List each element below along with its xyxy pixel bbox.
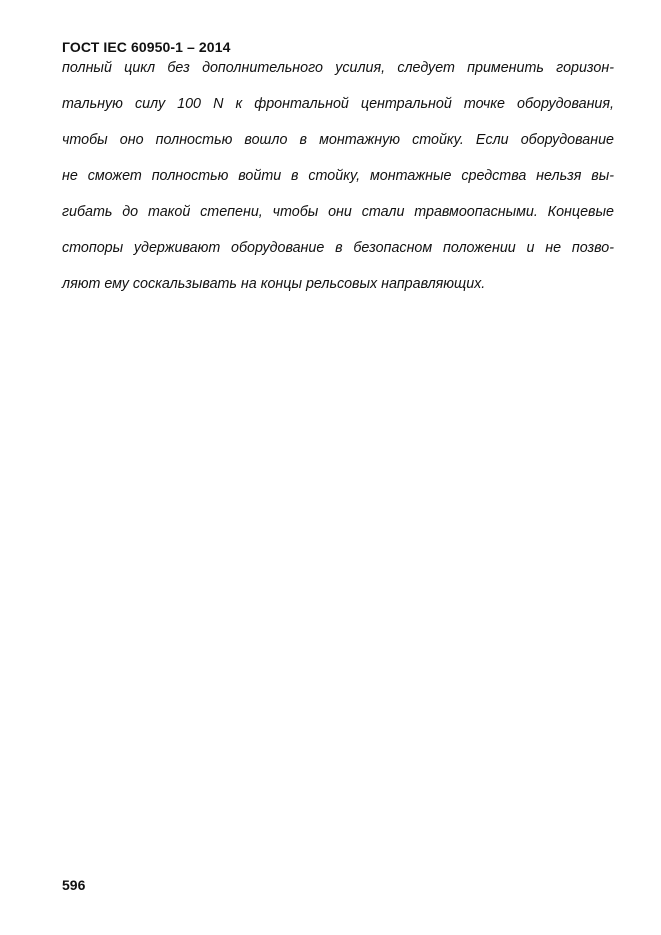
document-header: ГОСТ IEC 60950-1 – 2014 (62, 39, 231, 55)
page-number: 596 (62, 877, 86, 893)
body-paragraph (62, 58, 614, 310)
paragraph-line: не сможет полностью войти в стойку, монтажные средства нельзя вы- (62, 168, 614, 184)
paragraph-line: полный цикл без дополнительного усилия, следует применить горизон- (62, 60, 614, 76)
paragraph-line: тальную силу 100 N к фронтальной центральной точке оборудования, (62, 96, 614, 112)
paragraph-line: ляют ему соскальзывать на концы рельсовых направляющих. (62, 276, 486, 292)
paragraph-line: чтобы оно полностью вошло в монтажную стойку. Если оборудование (62, 132, 614, 148)
paragraph-line: стопоры удерживают оборудование в безопасном положении и не позво- (62, 240, 614, 256)
paragraph-line: гибать до такой степени, чтобы они стали травмоопасными. Концевые (62, 204, 614, 220)
